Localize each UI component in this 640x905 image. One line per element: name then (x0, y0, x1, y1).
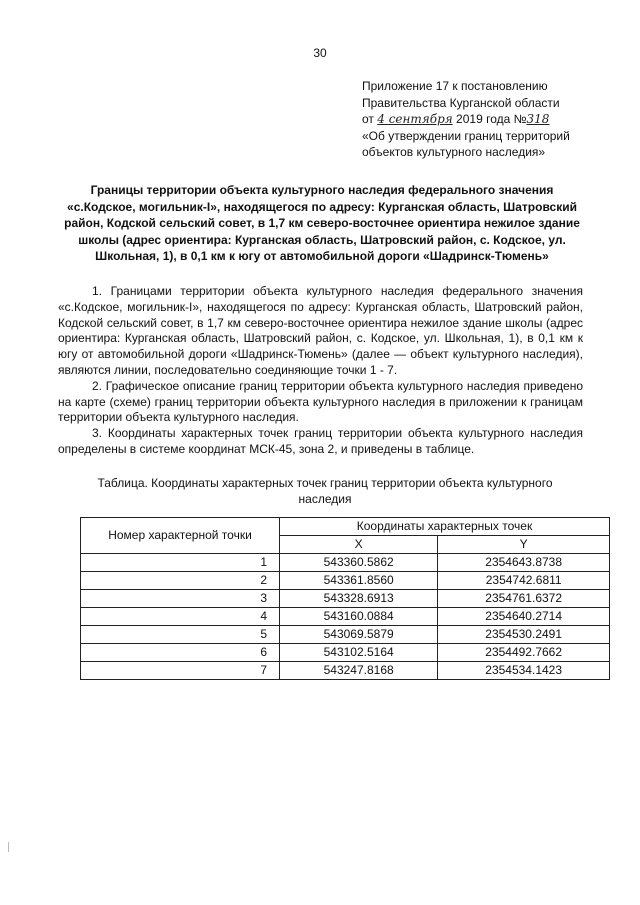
point-number-cell: 6 (81, 644, 280, 662)
table-body (81, 554, 610, 680)
x-coordinate-cell: 543247.8168 (280, 662, 438, 680)
point-number-cell: 2 (81, 572, 280, 590)
table-header-row (81, 518, 610, 536)
header-x: X (280, 536, 438, 554)
point-number-cell: 1 (81, 554, 280, 572)
page-number: 30 (313, 46, 327, 60)
handwritten-date: 4 сентября (377, 112, 453, 126)
y-coordinate-cell: 2354640.2714 (438, 608, 610, 626)
x-coordinate-cell: 543360.5862 (280, 554, 438, 572)
point-number-cell: 5 (81, 626, 280, 644)
table-row (81, 626, 610, 644)
appendix-block (362, 78, 612, 161)
appendix-line-4: «Об утверждении границ территорий (362, 128, 570, 143)
table-caption: Таблица. Координаты характерных точек границ территории объекта культурного наследия (97, 476, 553, 506)
y-coordinate-cell: 2354643.8738 (438, 554, 610, 572)
paragraph-1: 1. Границами территории объекта культурного наследия федерального значения «с.Кодское, могильник-I», находящегося по адресу: Курганская область, Шатровский район, Кодской сельский совет, в 1,7 км северо-восточнее ориентира нежилое здание школы (адрес ориентира: Курганская область, Шатровский район, с. Кодское, ул. Школьная, 1), в 0,1 км к югу от автомобильной дороги «Шадринск-Тюмень» (далее — объект культурного наследия), являются линии, последовательно соединяющие точки 1 - 7. (58, 284, 583, 377)
table-row (81, 608, 610, 626)
y-coordinate-cell: 2354761.6372 (438, 590, 610, 608)
y-coordinate-cell: 2354534.1423 (438, 662, 610, 680)
header-y: Y (438, 536, 610, 554)
point-number-cell: 7 (81, 662, 280, 680)
body-text (58, 284, 583, 458)
coordinates-table (80, 517, 610, 680)
x-coordinate-cell: 543069.5879 (280, 626, 438, 644)
y-coordinate-cell: 2354492.7662 (438, 644, 610, 662)
table-row (81, 662, 610, 680)
point-number-cell: 4 (81, 608, 280, 626)
table-row (81, 554, 610, 572)
appendix-line-2: Правительства Курганской области (362, 95, 560, 110)
paragraph-2: 2. Графическое описание границ территории объекта культурного наследия приведено на карте (схеме) границ территории объекта культурного наследия в приложении к границам территории объекта культурного наследия. (58, 378, 583, 425)
x-coordinate-cell: 543160.0884 (280, 608, 438, 626)
scan-mark (8, 842, 11, 852)
y-coordinate-cell: 2354742.6811 (438, 572, 610, 590)
date-suffix: 2019 года № (456, 112, 527, 126)
x-coordinate-cell: 543102.5164 (280, 644, 438, 662)
header-point-number: Номер характерной точки (81, 518, 280, 554)
point-number-cell: 3 (81, 590, 280, 608)
x-coordinate-cell: 543328.6913 (280, 590, 438, 608)
header-coordinates: Координаты характерных точек (280, 518, 610, 536)
date-prefix: от (362, 112, 374, 126)
paragraph-3: 3. Координаты характерных точек границ территории объекта культурного наследия определены в системе координат МСК-45, зона 2, и приведены в таблице. (58, 426, 583, 456)
appendix-date-line (362, 111, 612, 128)
table-row (81, 572, 610, 590)
appendix-line-1: Приложение 17 к постановлению (362, 79, 548, 93)
appendix-line-5: объектов культурного наследия» (362, 145, 546, 159)
y-coordinate-cell: 2354530.2491 (438, 626, 610, 644)
document-title: Границы территории объекта культурного наследия федерального значения «с.Кодское, могильник-I», находящегося по адресу: Курганская область, Шатровский район, Кодской сельский совет, в 1,7 км северо-восточнее ориентира нежилое здание школы (адрес ориентира: Курганская область, Шатровский район, с. Кодское, ул. Школьная, 1), в 0,1 км к югу от автомобильной дороги «Шадринск-Тюмень» (64, 183, 580, 263)
handwritten-number: 318 (526, 112, 550, 126)
x-coordinate-cell: 543361.8560 (280, 572, 438, 590)
table-row (81, 590, 610, 608)
table-row (81, 644, 610, 662)
